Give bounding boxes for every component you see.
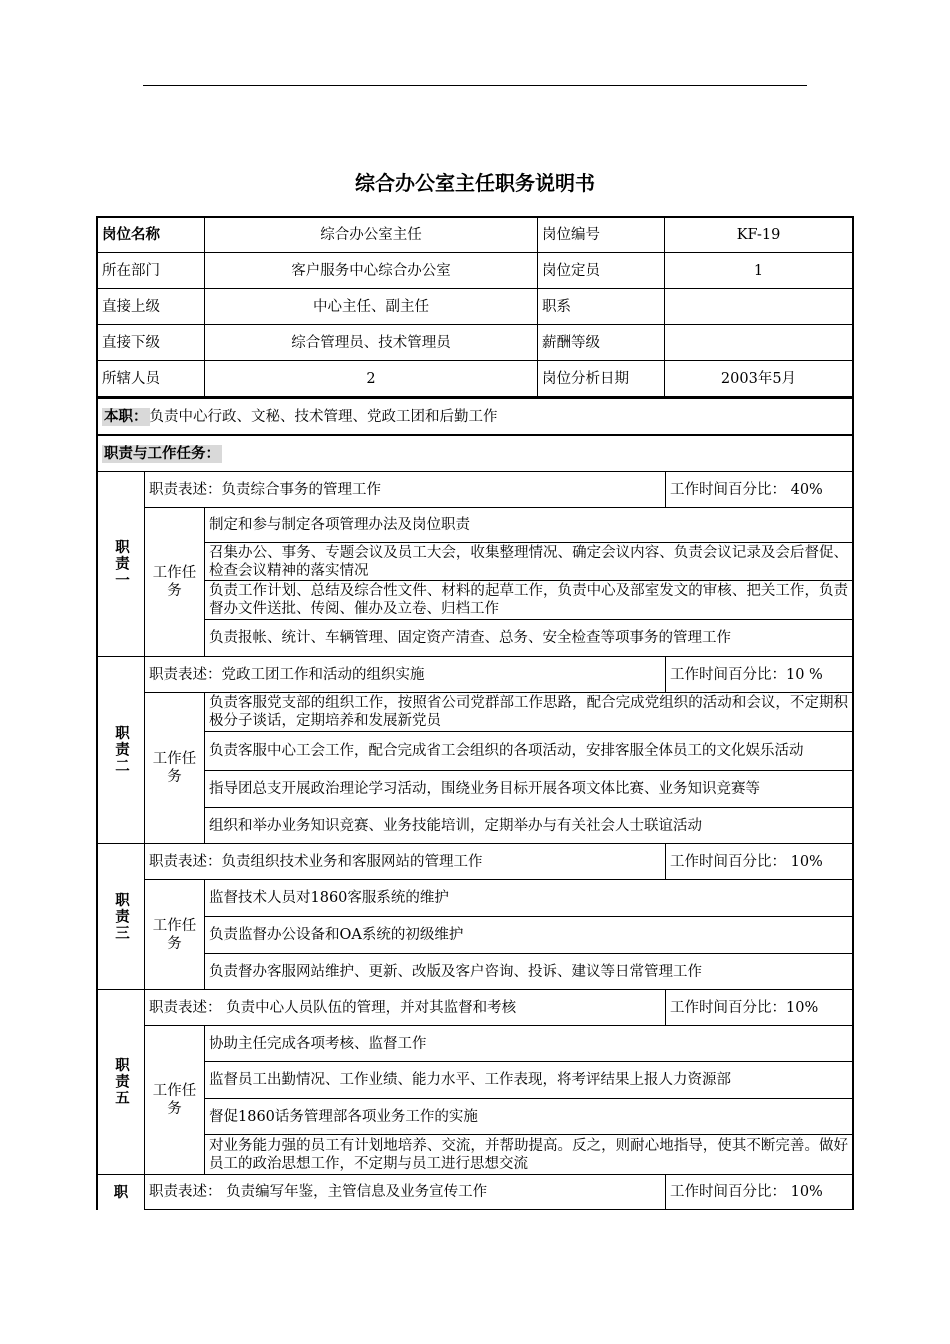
- task-item: 组织和举办业务知识竞赛、业务技能培训，定期举办与有关社会人士联谊活动: [204, 807, 854, 844]
- duty-desc: 职责表述： 负责编写年鉴，主管信息及业务宣传工作: [144, 1174, 666, 1210]
- value-position-name: 综合办公室主任: [204, 216, 538, 253]
- duty-time-percent: 工作时间百分比： 40%: [665, 471, 854, 508]
- task-item: 召集办公、事务、专题会议及员工大会，收集整理情况、确定会议内容、负责会议记录及会后督促、检查会议精神的落实情况: [204, 542, 854, 581]
- duty-label: 职责一: [96, 471, 145, 657]
- task-item: 负责报帐、统计、车辆管理、固定资产清查、总务、安全检查等项事务的管理工作: [204, 619, 854, 657]
- work-task-label: 工作任务: [144, 879, 205, 990]
- duty-time-percent: 工作时间百分比： 10%: [665, 843, 854, 880]
- duty-desc: 职责表述：负责组织技术业务和客服网站的管理工作: [144, 843, 666, 880]
- value-subordinates: 综合管理员、技术管理员: [204, 324, 538, 361]
- task-item: 对业务能力强的员工有计划地培养、交流，并帮助提高。反之，则耐心地指导，使其不断完善。做好员工的政治思想工作，不定期与员工进行思想交流: [204, 1134, 854, 1175]
- task-item: 监督技术人员对1860客服系统的维护: [204, 879, 854, 917]
- task-item: 负责客服党支部的组织工作，按照省公司党群部工作思路，配合完成党组织的活动和会议，不定期积极分子谈话，定期培养和发展新党员: [204, 692, 854, 732]
- duties-heading-row: [96, 434, 854, 472]
- label-subordinates: 直接下级: [96, 324, 205, 361]
- task-item: 负责工作计划、总结及综合性文件、材料的起草工作，负责中心及部室发文的审核、把关工作，负责督办文件送批、传阅、催办及立卷、归档工作: [204, 580, 854, 620]
- duty-desc: 职责表述：负责综合事务的管理工作: [144, 471, 666, 508]
- value-headcount: 1: [664, 252, 854, 289]
- task-item: 监督员工出勤情况、工作业绩、能力水平、工作表现，将考评结果上报人力资源部: [204, 1061, 854, 1099]
- task-item: 负责客服中心工会工作，配合完成省工会组织的各项活动，安排客服全体员工的文化娱乐活动: [204, 731, 854, 771]
- summary-label: 本职：: [104, 408, 148, 425]
- label-superior: 直接上级: [96, 288, 205, 325]
- label-salary-grade: 薪酬等级: [537, 324, 665, 361]
- duty-desc: 职责表述： 负责中心人员队伍的管理，并对其监督和考核: [144, 989, 666, 1026]
- task-item: 督促1860话务管理部各项业务工作的实施: [204, 1098, 854, 1135]
- summary-row: [96, 397, 854, 435]
- task-item: 负责监督办公设备和OA系统的初级维护: [204, 916, 854, 954]
- duties-heading: 职责与工作任务：: [104, 445, 220, 462]
- label-job-family: 职系: [537, 288, 665, 325]
- work-task-label: 工作任务: [144, 692, 205, 844]
- work-task-label: 工作任务: [144, 1025, 205, 1175]
- label-department: 所在部门: [96, 252, 205, 289]
- summary-text: 负责中心行政、文秘、技术管理、党政工团和后勤工作: [149, 408, 498, 425]
- duty-desc: 职责表述：党政工团工作和活动的组织实施: [144, 656, 666, 693]
- label-position-name: 岗位名称: [96, 216, 205, 253]
- value-staff-count: 2: [204, 360, 538, 397]
- label-staff-count: 所辖人员: [96, 360, 205, 397]
- label-position-code: 岗位编号: [537, 216, 665, 253]
- duty-label: 职: [96, 1174, 145, 1210]
- duty-label: 职责五: [96, 989, 145, 1175]
- header-rule: [143, 85, 807, 86]
- page-title: 综合办公室主任职务说明书: [355, 171, 595, 195]
- duty-time-percent: 工作时间百分比： 10%: [665, 1174, 854, 1210]
- duty-time-percent: 工作时间百分比：10 %: [665, 656, 854, 693]
- duty-time-percent: 工作时间百分比：10%: [665, 989, 854, 1026]
- task-item: 制定和参与制定各项管理办法及岗位职责: [204, 507, 854, 543]
- value-analysis-date: 2003年5月: [664, 360, 854, 397]
- task-item: 负责督办客服网站维护、更新、改版及客户咨询、投诉、建议等日常管理工作: [204, 953, 854, 990]
- value-superior: 中心主任、副主任: [204, 288, 538, 325]
- value-position-code: KF-19: [664, 216, 854, 253]
- duty-label: 职责二: [96, 656, 145, 844]
- value-department: 客户服务中心综合办公室: [204, 252, 538, 289]
- value-job-family: [664, 288, 854, 325]
- task-item: 指导团总支开展政治理论学习活动，围绕业务目标开展各项文体比赛、业务知识竞赛等: [204, 770, 854, 808]
- duty-label: 职责三: [96, 843, 145, 990]
- task-item: 协助主任完成各项考核、监督工作: [204, 1025, 854, 1062]
- value-salary-grade: [664, 324, 854, 361]
- label-headcount: 岗位定员: [537, 252, 665, 289]
- label-analysis-date: 岗位分析日期: [537, 360, 665, 397]
- work-task-label: 工作任务: [144, 507, 205, 657]
